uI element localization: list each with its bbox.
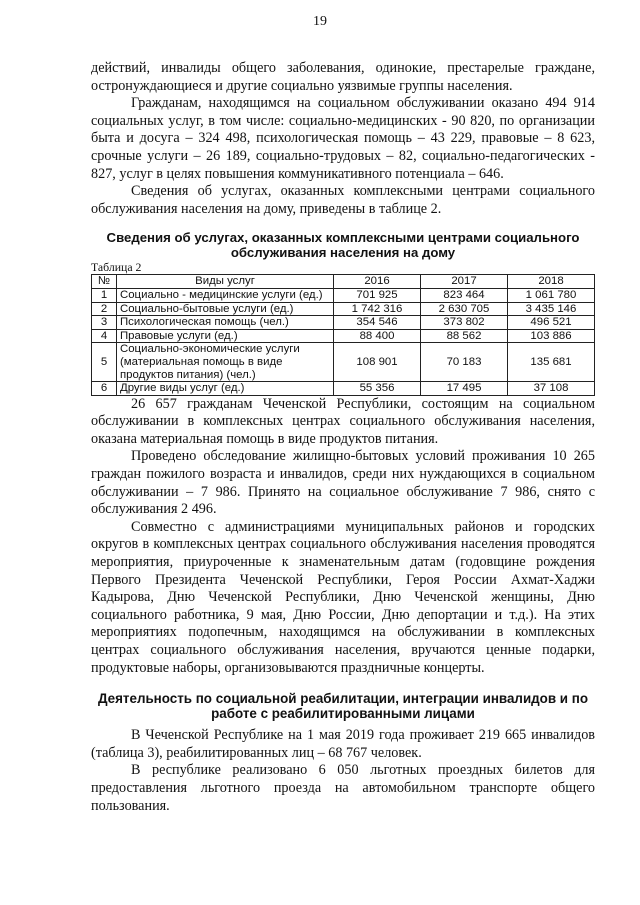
paragraph-table-reference: Сведения об услугах, оказанных комплексными центрами социального обслуживания населения на дому, приведены в таблице 2. <box>91 183 595 217</box>
row-value-2018: 135 681 <box>508 343 595 382</box>
table-row <box>92 382 595 396</box>
services-table <box>91 274 595 395</box>
header-year-2016: 2016 <box>334 275 421 289</box>
row-value-2018: 103 886 <box>508 329 595 343</box>
row-value-2017: 88 562 <box>421 329 508 343</box>
row-number: 5 <box>92 343 117 382</box>
row-value-2016: 55 356 <box>334 382 421 396</box>
row-service-name: Правовые услуги (ед.) <box>117 329 334 343</box>
row-number: 2 <box>92 302 117 316</box>
table-row <box>92 316 595 330</box>
paragraph-disabled-count: В Чеченской Республике на 1 мая 2019 года проживает 219 665 инвалидов (таблица 3), реабилитированных лиц – 68 767 человек. <box>91 727 595 761</box>
paragraph-food-assistance: 26 657 гражданам Чеченской Республики, состоящим на социальном обслуживании в комплексных центрах социального обслуживания населения, оказана материальная помощь в виде продуктов питания. <box>91 395 595 447</box>
row-value-2018: 1 061 780 <box>508 288 595 302</box>
row-value-2016: 108 901 <box>334 343 421 382</box>
row-value-2016: 354 546 <box>334 316 421 330</box>
table-row <box>92 329 595 343</box>
header-year-2017: 2017 <box>421 275 508 289</box>
row-value-2017: 17 495 <box>421 382 508 396</box>
row-value-2017: 823 464 <box>421 288 508 302</box>
row-value-2018: 37 108 <box>508 382 595 396</box>
row-value-2017: 373 802 <box>421 316 508 330</box>
table-row <box>92 343 595 382</box>
row-value-2018: 496 521 <box>508 316 595 330</box>
row-value-2016: 701 925 <box>334 288 421 302</box>
row-number: 6 <box>92 382 117 396</box>
row-service-name: Социально-бытовые услуги (ед.) <box>117 302 334 316</box>
row-service-name: Другие виды услуг (ед.) <box>117 382 334 396</box>
section-heading: Деятельность по социальной реабилитации, интеграции инвалидов и по работе с реабилитированными лицами <box>97 691 589 722</box>
header-service-type: Виды услуг <box>117 275 334 289</box>
page-content <box>91 60 595 815</box>
paragraph-housing-survey: Проведено обследование жилищно-бытовых условий проживания 10 265 граждан пожилого возраста и инвалидов, среди них нуждающихся в социальном обслуживании – 7 986. Принято на социальное обслуживание 7 986, снято с обслуживания 2 496. <box>91 448 595 518</box>
row-number: 4 <box>92 329 117 343</box>
paragraph-services-total: Гражданам, находящимся на социальном обслуживании оказано 494 914 социальных услуг, в том числе: социально-медицинских - 90 820, по организации быта и досуга – 324 498, психологическая помощь – 43 229, правовые – 8 623, срочные услуги – 26 189, социально-трудовых – 82, социально-педагогических - 827, услуг в целях повышения коммуникативного потенциала – 646. <box>91 95 595 182</box>
table-caption: Таблица 2 <box>91 260 142 275</box>
row-value-2018: 3 435 146 <box>508 302 595 316</box>
row-value-2016: 88 400 <box>334 329 421 343</box>
paragraph-events: Совместно с администрациями муниципальных районов и городских округов в комплексных центрах социального обслуживания населения проводятся мероприятия, приуроченные к знаменательным датам (годовщине рождения Первого Президента Чеченской Республики, Героя России Ахмат-Хаджи Кадырова, Дню Чеченской Республики, Дню Чеченской женщины, Дню социального работника, 9 мая, Дню России, Дню депортации и т.д.). На этих мероприятиях подопечным, находящимся на обслуживании в комплексных центрах социального обслуживания населения, вручаются ценные подарки, продуктовые наборы, организовываются праздничные концерты. <box>91 518 595 676</box>
header-year-2018: 2018 <box>508 275 595 289</box>
table-header-row <box>92 275 595 289</box>
paragraph-continuation: действий, инвалиды общего заболевания, одинокие, престарелые граждане, остронуждающиеся и другие социально уязвимые группы населения. <box>91 60 595 94</box>
row-value-2017: 2 630 705 <box>421 302 508 316</box>
row-number: 1 <box>92 288 117 302</box>
row-value-2016: 1 742 316 <box>334 302 421 316</box>
row-number: 3 <box>92 316 117 330</box>
header-number: № <box>92 275 117 289</box>
paragraph-travel-tickets: В республике реализовано 6 050 льготных проездных билетов для предоставления льготного проезда на автомобильном транспорте общего пользования. <box>91 762 595 814</box>
row-service-name: Психологическая помощь (чел.) <box>117 316 334 330</box>
row-service-name: Социально - медицинские услуги (ед.) <box>117 288 334 302</box>
row-service-name: Социально-экономические услуги (материальная помощь в виде продуктов питания) (чел.) <box>117 343 334 382</box>
table-heading: Сведения об услугах, оказанных комплексными центрами социального обслуживания населения на дому <box>106 230 580 261</box>
page-number: 19 <box>313 14 327 29</box>
table-row <box>92 302 595 316</box>
row-value-2017: 70 183 <box>421 343 508 382</box>
table-row <box>92 288 595 302</box>
